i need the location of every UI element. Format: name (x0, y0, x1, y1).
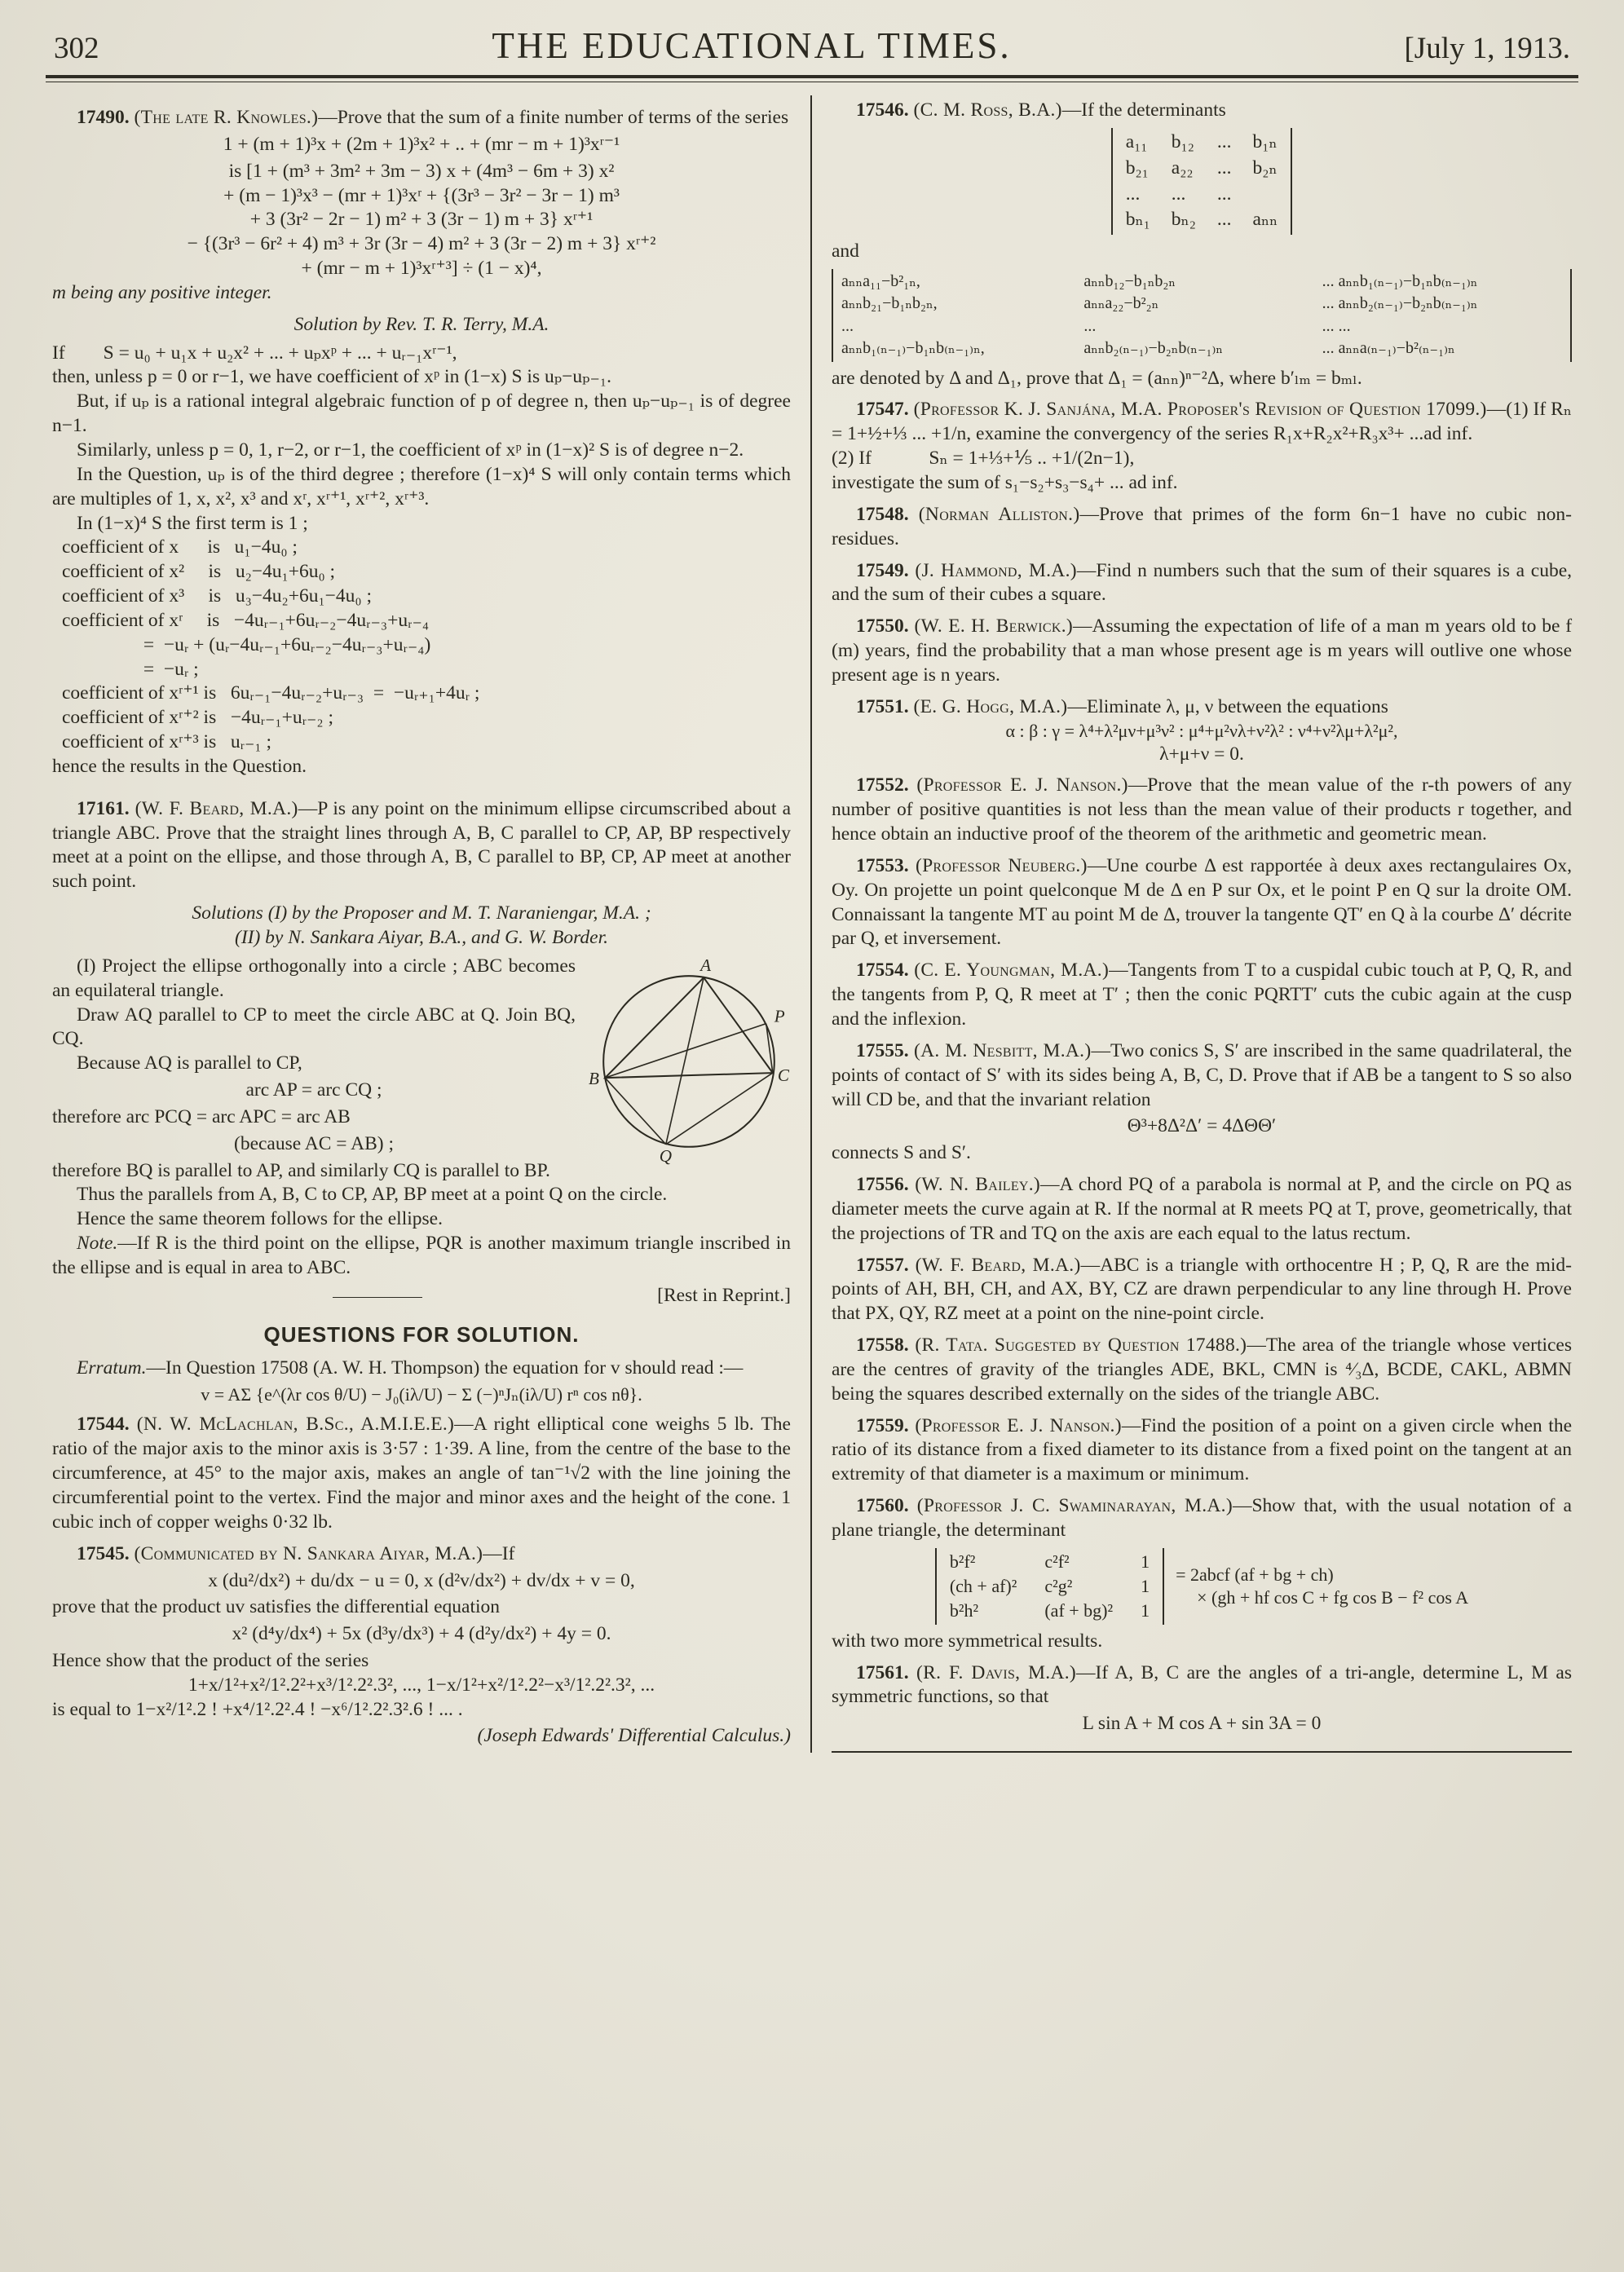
matrix-cell: 1 (1141, 1599, 1150, 1621)
erratum-block (52, 1357, 791, 1406)
question-number: 17558. (856, 1335, 909, 1357)
problem-17545-heading (52, 1542, 791, 1567)
question-number: 17560. (856, 1495, 909, 1517)
problem-17559-heading (832, 1414, 1572, 1488)
solution-paragraph: therefore BQ is parallel to AP, and similarly CQ is parallel to BP. (52, 1159, 550, 1181)
question-author: (C. M. Ross, B.A.) (913, 99, 1062, 121)
determinant-2 (832, 269, 1572, 362)
matrix-cell: b₁ₙ (1252, 130, 1278, 152)
coefficient-line: = −uᵣ ; (62, 658, 199, 680)
matrix (1111, 128, 1293, 235)
question-author: (Norman Alliston.) (918, 503, 1080, 525)
question-paragraph: Hence show that the product of the series (52, 1650, 369, 1672)
matrix-cell: ... (1125, 183, 1141, 205)
problem-17546-heading (832, 99, 1572, 123)
question-author: (W. E. H. Berwick.) (914, 615, 1074, 637)
question-author: (E. G. Hogg, M.A.) (913, 695, 1068, 717)
display-formula: x² (d⁴y/dx⁴) + 5x (d³y/dx³) + 4 (d²y/dx²) + 4y = 0. (232, 1623, 611, 1645)
matrix-cell: ... (841, 316, 854, 335)
solution-paragraph: (I) Project the ellipse orthogonally into a circle ; ABC becomes an equilateral triangle. (52, 955, 576, 1001)
question-author: (Professor Neuberg.) (915, 854, 1088, 876)
question-number: 17547. (856, 399, 909, 421)
problem-17544 (52, 1413, 791, 1534)
question-text: —If (483, 1542, 515, 1564)
question-author: (Professor J. C. Swaminarayan, M.A.) (916, 1495, 1233, 1517)
matrix-cell: ... aₙₙb₁₍ₙ₋₁₎−b₁ₙb₍ₙ₋₁₎ₙ (1322, 272, 1478, 291)
question-author: (Professor E. J. Nanson.) (916, 774, 1128, 796)
question-text: —Tangents from T to a cuspidal cubic touch at P, Q, R, and the tangents from P, Q, R meet at T′ ; then the conic PQRTT′ cuts the cubic again at the cusp and the inflexion. (832, 960, 1572, 1030)
question-author: (N. W. McLachlan, B.Sc., A.M.I.E.E.) (136, 1414, 455, 1436)
question-text: —Prove that the sum of a finite number of terms of the series (318, 107, 789, 128)
note-label: Note. (77, 1233, 118, 1255)
determinant-1 (832, 128, 1572, 235)
point-label-b: B (589, 1069, 599, 1089)
solution-paragraph: Hence the same theorem follows for the ellipse. (77, 1208, 443, 1230)
question-text: —Show that, with the usual notation of a plane triangle, the determinant (832, 1495, 1572, 1541)
question-author: (The late R. Knowles.) (134, 107, 319, 128)
coefficient-line: coefficient of x³ is u₃−4u₂+6u₁−4u₀ ; (62, 585, 373, 607)
solution-paragraph: Because AQ is parallel to CP, (77, 1052, 302, 1074)
bottom-rule (832, 1751, 1572, 1753)
problem-17553-heading (832, 854, 1572, 951)
question-text: —If the determinants (1061, 99, 1226, 121)
point-label-c: C (777, 1065, 789, 1086)
two-column-body (46, 95, 1578, 1753)
matrix-cell: ... (1216, 157, 1232, 179)
problem-17557-heading (832, 1254, 1572, 1327)
question-number: 17161. (77, 797, 130, 819)
matrix-cell: 1 (1141, 1575, 1150, 1596)
matrix-cell: aₙₙa₂₂−b²₂ₙ (1083, 294, 1159, 313)
question-number: 17490. (77, 107, 130, 128)
problem-condition: m being any positive integer. (52, 281, 272, 303)
matrix-cell: ... (1216, 183, 1232, 205)
display-formula: 1 + (m + 1)³x + (2m + 1)³x² + .. + (mr − m + 1)³xʳ⁻¹ (223, 133, 620, 155)
question-number: 17561. (856, 1661, 909, 1683)
solution-paragraph: therefore arc PCQ = arc APC = arc AB (52, 1105, 351, 1127)
question-paragraph: with two more symmetrical results. (832, 1630, 1103, 1652)
display-formula: If S = u₀ + u₁x + u₂x² + ... + uₚxᵖ + ... + uᵣ₋₁xʳ⁻¹, (52, 342, 457, 364)
display-formula: λ+μ+ν = 0. (1159, 743, 1244, 765)
question-text: —If A, B, C are the angles of a tri-angle, determine L, M as symmetric functions, so that (832, 1661, 1572, 1708)
problem-17551-heading (832, 695, 1572, 720)
solution-paragraph: Similarly, unless p = 0, 1, r−2, or r−1, the coefficient of xᵖ in (1−x)² S is of degree n−2. (77, 439, 744, 461)
question-number: 17557. (856, 1254, 909, 1276)
left-column (46, 95, 812, 1753)
solution-paragraph: hence the results in the Question. (52, 755, 307, 777)
display-formula: + (m − 1)³x³ − (mr + 1)³xʳ + {(3r³ − 3r² − 3r − 1) m³ (223, 184, 620, 206)
display-formula: (because AC = AB) ; (234, 1132, 394, 1154)
matrix-cell: ... ... (1322, 316, 1351, 335)
question-number: 17559. (856, 1414, 909, 1436)
problem-17551 (832, 695, 1572, 767)
problem-17555 (832, 1039, 1572, 1166)
problem-17545 (52, 1542, 791, 1749)
display-formula: (2) If Sₙ = 1+⅓+⅕ .. +1/(2n−1), (832, 448, 1135, 470)
coefficient-line: coefficient of xʳ is −4uᵣ₋₁+6uᵣ₋₂−4uᵣ₋₃+uᵣ₋₄ (62, 609, 430, 631)
question-number: 17552. (856, 774, 909, 796)
problem-17550-heading (832, 615, 1572, 688)
problem-17558-heading (832, 1334, 1572, 1407)
solutions-heading (52, 902, 791, 951)
journal-title: THE EDUCATIONAL TIMES. (492, 25, 1012, 66)
problem-17550 (832, 615, 1572, 688)
matrix-cell: aₙₙb₂₁−b₁ₙb₂ₙ, (841, 294, 938, 313)
result-line-2: × (gh + hf cos C + fg cos B − f² cos A (1197, 1586, 1469, 1608)
solutions-heading-line1: Solutions (I) by the Proposer and M. T. Naraniengar, M.A. ; (192, 902, 651, 924)
connective-and: and (832, 240, 859, 262)
matrix-cell: aₙₙ (1252, 209, 1278, 231)
matrix-cell: a₁₁ (1125, 130, 1148, 152)
matrix-cell: aₙₙa₁₁−b²₁ₙ, (841, 272, 920, 291)
display-formula: arc AP = arc CQ ; (245, 1079, 382, 1101)
question-author: (W. F. Beard, M.A.) (915, 1254, 1081, 1276)
question-text: —A chord PQ of a parabola is normal at P, and the circle on PQ as diameter meets the curve again at R. If the normal at R meets PQ at T, prove, geometrically, that the projections of TR and TQ on the axis are each equal to the latus rectum. (832, 1174, 1573, 1244)
matrix-cell: b₂ₙ (1252, 157, 1278, 179)
problem-17552-heading (832, 774, 1572, 847)
masthead-rule-thick (46, 75, 1578, 78)
coefficient-line: coefficient of x is u₁−4u₀ ; (62, 536, 298, 558)
question-number: 17548. (856, 503, 909, 525)
question-number: 17551. (856, 695, 909, 717)
matrix-cell: ... aₙₙb₂₍ₙ₋₁₎−b₂ₙb₍ₙ₋₁₎ₙ (1322, 294, 1478, 313)
question-author: (W. N. Bailey.) (915, 1174, 1041, 1196)
problem-17557 (832, 1254, 1572, 1327)
solution-heading: Solution by Rev. T. R. Terry, M.A. (293, 313, 549, 335)
question-author: (J. Hammond, M.A.) (915, 559, 1077, 581)
question-author: (Professor E. J. Nanson.) (915, 1414, 1122, 1436)
display-formula: Θ³+8Δ²Δ′ = 4ΔΘΘ′ (1127, 1115, 1277, 1137)
matrix-cell: b₂₁ (1125, 157, 1149, 179)
display-formula: α : β : γ = λ⁴+λ²μν+μ³ν² : μ⁴+μ²νλ+ν²λ² : ν⁴+ν²λμ+λ²μ², (1005, 720, 1398, 741)
problem-17549-heading (832, 559, 1572, 608)
display-formula: is [1 + (m³ + 3m² + 3m − 3) x + (4m³ − 6m + 3) x² (228, 160, 615, 182)
erratum-formula: v = AΣ {e^(λr cos θ/U) − J₀(iλ/U) − Σ (−)ⁿJₙ(iλ/U) rⁿ cos nθ}. (201, 1383, 642, 1405)
question-number: 17556. (856, 1174, 909, 1196)
matrix-cell: aₙₙb₁₂−b₁ₙb₂ₙ (1083, 272, 1176, 291)
question-paragraph: prove that the product uv satisfies the differential equation (52, 1596, 501, 1618)
question-text: —Prove that the mean value of the r-th powers of any number of positive quantities is not less than the mean value of their products r together, and hence obtain an inductive proof of the theorem of the arithmetic and geometric mean. (832, 774, 1572, 845)
question-text: —Find n numbers such that the sum of their squares is a cube, and the sum of their cubes a square. (832, 559, 1573, 606)
questions-for-solution-heading: QUESTIONS FOR SOLUTION. (263, 1321, 580, 1347)
matrix-cell: ... (1216, 209, 1232, 231)
matrix-cell: b²h² (949, 1599, 979, 1621)
matrix-cell: b₁₂ (1171, 130, 1194, 152)
question-author: (Communicated by N. Sankara Aiyar, M.A.) (134, 1542, 483, 1564)
question-text: —Find the position of a point on a given circle when the ratio of its distance from a fixed diameter to its distance from a fixed point on the tangent at an extremity of that diameter is a maximum or minimum. (832, 1414, 1573, 1485)
question-number: 17545. (77, 1542, 130, 1564)
question-paragraph: are denoted by Δ and Δ₁, prove that Δ₁ = (aₙₙ)ⁿ⁻²Δ, where b′ₗₘ = bₘₗ. (832, 367, 1362, 389)
problem-17560-heading (832, 1494, 1572, 1543)
determinant-result (1176, 1564, 1468, 1609)
display-formula: + 3 (3r² − 2r − 1) m² + 3 (3r − 1) m + 3} xʳ⁺¹ (249, 209, 594, 231)
question-text: —(1) If Rₙ = 1+½+⅓ ... +1/n, examine the convergency of the series R₁x+R₂x²+R₃x³+ ...ad inf. (832, 399, 1573, 445)
display-formula: L sin A + M cos A + sin 3A = 0 (1082, 1713, 1322, 1735)
point-label-a: A (700, 955, 712, 975)
solution-paragraph: In (1−x)⁴ S the first term is 1 ; (77, 512, 308, 534)
matrix-cell: 1 (1141, 1551, 1150, 1572)
question-text: —The area of the triangle whose vertices are the centres of gravity of the triangles ADE, BKL, CMN is ⁴⁄₃Δ, BCDE, CAKL, ABMN being the squares described externally on the sides of the triangle ABC. (832, 1335, 1573, 1405)
matrix-cell: c²g² (1044, 1575, 1073, 1596)
matrix-cell: aₙₙb₂₍ₙ₋₁₎−b₂ₙb₍ₙ₋₁₎ₙ (1083, 339, 1224, 358)
solution-note (52, 1232, 791, 1281)
matrix-cell: ... (1171, 183, 1186, 205)
question-text: —ABC is a triangle with orthocentre H ; P, Q, R are the mid-points of AH, BH, CH, and AX, BY, CZ are drawn perpendicular to any line through H. Prove that PX, QY, RZ meet at a point on the nine-point circle. (832, 1254, 1572, 1325)
coefficient-line: coefficient of x² is u₂−4u₁+6u₀ ; (62, 561, 336, 583)
matrix-cell: (ch + af)² (949, 1575, 1017, 1596)
question-number: 17544. (77, 1414, 130, 1436)
solution-paragraph: In the Question, uₚ is of the third degree ; therefore (1−x)⁴ S will only contain terms which are multiples of 1, x, x², x³ and xʳ, xʳ⁺¹, xʳ⁺², xʳ⁺³. (52, 463, 791, 510)
solution-paragraph: Thus the parallels from A, B, C to CP, AP, BP meet at a point Q on the circle. (77, 1184, 668, 1206)
matrix-cell: a₂₂ (1171, 157, 1194, 179)
problem-17549 (832, 559, 1572, 608)
problem-17544-heading (52, 1413, 791, 1534)
matrix-cell: bₙ₁ (1125, 209, 1150, 231)
problem-17554 (832, 959, 1572, 1032)
problem-17559 (832, 1414, 1572, 1488)
matrix-cell: c²f² (1044, 1551, 1070, 1572)
question-paragraph: is equal to 1−x²/1².2 ! +x⁴/1².2².4 ! −x⁶/1².2².3².6 ! ... . (52, 1698, 463, 1720)
matrix (935, 1548, 1164, 1625)
determinant-with-result (832, 1548, 1572, 1625)
solution-paragraph: then, unless p = 0 or r−1, we have coefficient of xᵖ in (1−x) S is uₚ−uₚ₋₁. (52, 366, 611, 388)
problem-17548 (832, 503, 1572, 552)
problem-17555-heading (832, 1039, 1572, 1113)
problem-17490 (52, 106, 791, 779)
erratum-text: —In Question 17508 (A. W. H. Thompson) the equation for v should read :— (146, 1357, 744, 1379)
coefficient-line: = −uᵣ + (uᵣ−4uᵣ₋₁+6uᵣ₋₂−4uᵣ₋₃+uᵣ₋₄) (62, 633, 431, 655)
matrix-cell: bₙ₂ (1171, 209, 1196, 231)
problem-17548-heading (832, 503, 1572, 552)
question-author: (A. M. Nesbitt, M.A.) (914, 1039, 1092, 1061)
matrix-cell: aₙₙb₁₍ₙ₋₁₎−b₁ₙb₍ₙ₋₁₎ₙ, (841, 339, 985, 358)
rest-in-reprint: [Rest in Reprint.] (657, 1284, 791, 1306)
solution-paragraph: Draw AQ parallel to CP to meet the circle ABC at Q. Join BQ, CQ. (52, 1004, 576, 1050)
question-text: —Two conics S, S′ are inscribed in the same quadrilateral, the points of contact of S′ with its sides being A, B, C, D. Prove that if AB be a tangent to S so also will CD be, and that the invariant relation (832, 1039, 1573, 1110)
question-author: (C. E. Youngman, M.A.) (914, 960, 1110, 982)
problem-17161 (52, 797, 791, 1308)
display-formula: x (du²/dx²) + du/dx − u = 0, x (d²v/dx²) + dv/dx + v = 0, (208, 1569, 635, 1591)
coefficient-line: coefficient of xʳ⁺¹ is 6uᵣ₋₁−4uᵣ₋₂+uᵣ₋₃ = −uᵣ₊₁+4uᵣ ; (62, 682, 480, 704)
coefficient-line: coefficient of xʳ⁺² is −4uᵣ₋₁+uᵣ₋₂ ; (62, 707, 333, 729)
matrix-cell: ... aₙₙa₍ₙ₋₁₎−b²₍ₙ₋₁₎ₙ (1322, 339, 1455, 358)
display-formula: + (mr − m + 1)³xʳ⁺³] ÷ (1 − x)⁴, (301, 258, 542, 280)
display-formula: − {(3r³ − 6r² + 4) m³ + 3r (3r − 4) m² + 3 (3r − 2) m + 3} xʳ⁺² (187, 233, 656, 255)
problem-17490-heading (52, 106, 791, 130)
erratum-label: Erratum. (77, 1357, 147, 1379)
circle-triangle-figure (587, 956, 791, 1168)
problem-17556-heading (832, 1173, 1572, 1246)
note-text: —If R is the third point on the ellipse, PQR is another maximum triangle inscribed in the ellipse and is equal in area to ABC. (52, 1233, 791, 1278)
right-column (812, 95, 1578, 1753)
solution-paragraph: But, if uₚ is a rational integral algebraic function of p of degree n, then uₚ−uₚ₋₁ is of degree n−1. (52, 390, 791, 437)
matrix-cell: (af + bg)² (1044, 1599, 1114, 1621)
problem-17558 (832, 1334, 1572, 1407)
masthead (46, 24, 1578, 67)
question-paragraph: connects S and S′. (832, 1142, 971, 1164)
question-text: —Une courbe Δ est rapportée à deux axes rectangulaires Ox, Oy. On projette un point quelconque M de Δ en P sur Ox, et le point P en Q sur la droite OM. Connaissant la tangente MT au point M de Δ, trouver la tangente QT′ en Q à la courbe Δ′ décrite par Q, et inversement. (832, 854, 1572, 950)
rest-in-reprint-line (52, 1284, 791, 1308)
question-text: —Prove that primes of the form 6n−1 have no cubic non-residues. (832, 503, 1572, 549)
coefficient-line: coefficient of xʳ⁺³ is uᵣ₋₁ ; (62, 731, 271, 753)
issue-date: [July 1, 1913. (1404, 32, 1570, 65)
solutions-heading-line2: (II) by N. Sankara Aiyar, B.A., and G. W. Border. (235, 927, 608, 948)
problem-17553 (832, 854, 1572, 951)
problem-17560 (832, 1494, 1572, 1653)
problem-17547 (832, 398, 1572, 495)
problem-17561 (832, 1661, 1572, 1737)
question-author: (Professor K. J. Sanjána, M.A. Proposer's Revision of Question 17099.) (913, 399, 1487, 421)
problem-17556 (832, 1173, 1572, 1246)
matrix-cell: b²f² (949, 1551, 976, 1572)
question-number: 17546. (856, 99, 909, 121)
question-text: —Eliminate λ, μ, ν between the equations (1067, 695, 1388, 717)
question-text: —A right elliptical cone weighs 5 lb. The ratio of the major axis to the minor axis is 3·57 : 1·39. A line, from the centre of the base to the circumference, at 45° to the major axis, makes an angle of tan⁻¹√2 with the line joining the circumferential point to the vertex. Find the major and minor axes and the height of the cone. 1 cubic inch of copper weighs 0·32 lb. (52, 1414, 791, 1533)
point-label-q: Q (659, 1145, 673, 1166)
problem-17554-heading (832, 959, 1572, 1032)
erratum-paragraph (52, 1357, 791, 1381)
matrix-cell: ... (1216, 130, 1232, 152)
source-credit: (Joseph Edwards' Differential Calculus.) (477, 1724, 791, 1746)
problem-17552 (832, 774, 1572, 847)
question-author: (R. Tata. Suggested by Question 17488.) (915, 1335, 1247, 1357)
divider-dash (333, 1297, 422, 1298)
question-author: (R. F. Davis, M.A.) (916, 1661, 1077, 1683)
question-number: 17550. (856, 615, 909, 637)
problem-17161-heading (52, 797, 791, 894)
problem-17546 (832, 99, 1572, 390)
display-formula: 1+x/1²+x²/1².2²+x³/1².2².3², ..., 1−x/1²+x²/1².2²−x³/1².2².3², ... (188, 1674, 655, 1696)
geometry-diagram (587, 956, 791, 1168)
result-line-1: = 2abcf (af + bg + ch) (1176, 1564, 1334, 1585)
question-number: 17549. (856, 559, 909, 581)
page-number: 302 (54, 32, 99, 65)
point-label-p: P (774, 1006, 785, 1026)
question-text: —Assuming the expectation of life of a man m years old to be f (m) years, find the probability that a man whose present age is m years will outlive one whose present age is n years. (832, 615, 1573, 686)
question-number: 17553. (856, 854, 909, 876)
question-text: —P is any point on the minimum ellipse circumscribed about a triangle ABC. Prove that the straight lines through A, B, C parallel to CP, AP, BP respectively meet at a point on the ellipse, and those through A, B, C parallel to BP, CP, AP meet at another such point. (52, 797, 792, 893)
matrix-cell: ... (1083, 316, 1097, 335)
question-author: (W. F. Beard, M.A.) (135, 797, 298, 819)
problem-17547-heading (832, 398, 1572, 447)
question-number: 17555. (856, 1039, 909, 1061)
question-paragraph: investigate the sum of s₁−s₂+s₃−s₄+ ... ad inf. (832, 472, 1178, 493)
question-number: 17554. (856, 960, 909, 982)
problem-17561-heading (832, 1661, 1572, 1710)
